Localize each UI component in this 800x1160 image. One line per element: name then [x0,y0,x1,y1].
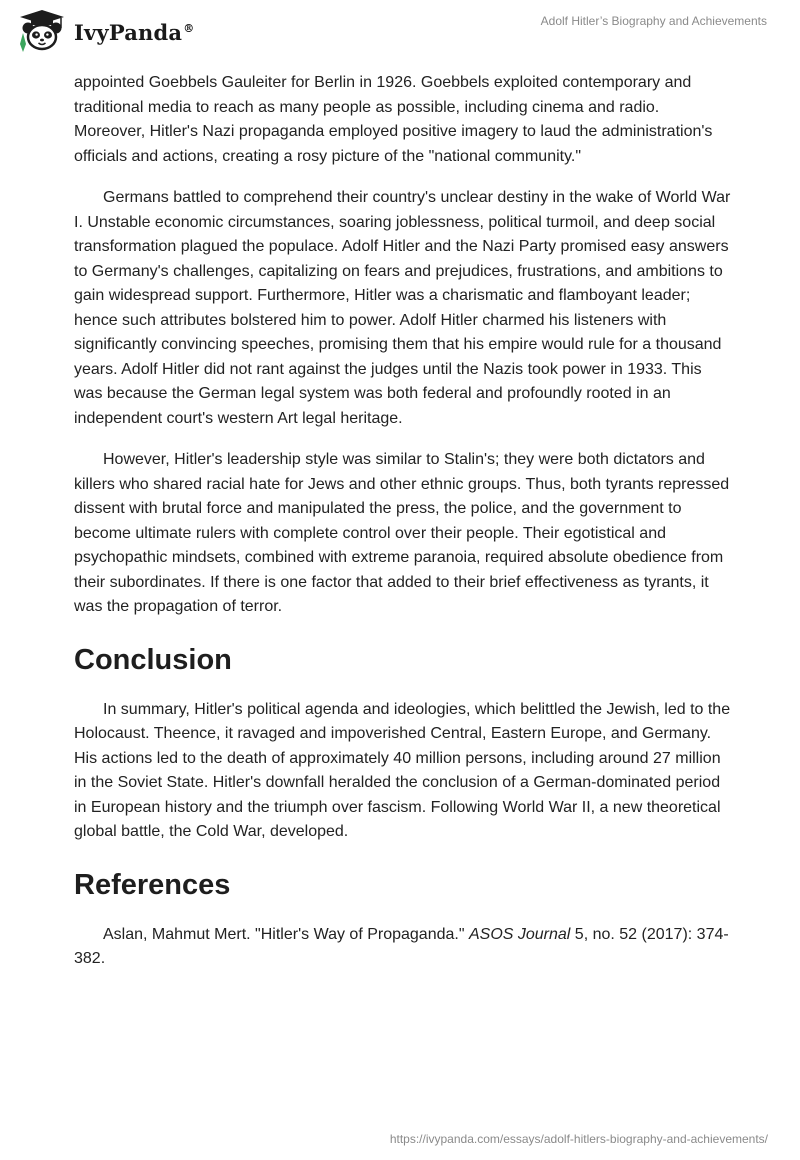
conclusion-paragraph: In summary, Hitler's political agenda and ideologies, which belittled the Jewish, led to the Holocaust. Theence, it ravaged and impoverished Central, Eastern Europe, and Germany. His actions led to the death of approximately 40 million persons, including around 27 million in the Soviet State. Hitler's downfall heralded the conclusion of a German-dominated period in European history and the triumph over fascism. Following World War II, a new theoretical global battle, the Cold War, developed. [74,700,731,840]
reference-journal: ASOS Journal [468,925,571,943]
body-paragraph: appointed Goebbels Gauleiter for Berlin in 1926. Goebbels exploited contemporary and traditional media to reach as many people as possible, including cinema and radio. Moreover, Hitler's Nazi propaganda employed positive imagery to laud the administration's officials and actions, creating a rosy picture of the "national community." [74,74,713,165]
essay-content [74,71,734,989]
page-header [0,0,800,70]
document-title: Adolf Hitler’s Biography and Achievements [540,14,767,28]
reference-entry [74,923,734,972]
body-paragraph: However, Hitler's leadership style was similar to Stalin's; they were both dictators and killers who shared racial hate for Jews and other ethnic groups. Thus, both tyrants repressed dissent with brutal force and manipulated the press, the police, and the government to become ultimate rulers with complete control over their people. Their egotistical and psychopathic mindsets, combined with extreme paranoia, required absolute obedience from their subordinates. If there is one factor that added to their brief effectiveness as tyrants, it was the propagation of terror. [74,451,730,615]
brand-logo[interactable] [14,8,194,54]
references-heading: References [74,868,231,901]
registered-mark: ® [183,21,195,35]
brand-name: IvyPanda® [74,19,195,45]
body-paragraph: Germans battled to comprehend their country's unclear destiny in the wake of World War I. Unstable economic circumstances, soaring joblessness, political turmoil, and deep social transformation plagued the populace. Adolf Hitler and the Nazi Party promised easy answers to Germany's challenges, capitalizing on fears and prejudices, frustrations, and ambitions to gain widespread support. Furthermore, Hitler was a charismatic and flamboyant leader; hence such attributes bolstered him to power. Adolf Hitler charmed his listeners with significantly convincing speeches, promising them that his empire would rule for a thousand years. Adolf Hitler did not rant against the judges until the Nazis took power in 1933. This was because the German legal system was both federal and profoundly rooted in an independent court's western Art legal heritage. [74,189,731,427]
conclusion-heading: Conclusion [74,643,232,676]
reference-authors-title: Aslan, Mahmut Mert. "Hitler's Way of Propaganda." [103,925,469,943]
panda-graduate-icon [14,8,70,54]
source-url[interactable]: https://ivypanda.com/essays/adolf-hitlers-biography-and-achievements/ [389,1132,768,1146]
reference-details: 5, no. 52 (2017): 374-382. [74,925,729,967]
